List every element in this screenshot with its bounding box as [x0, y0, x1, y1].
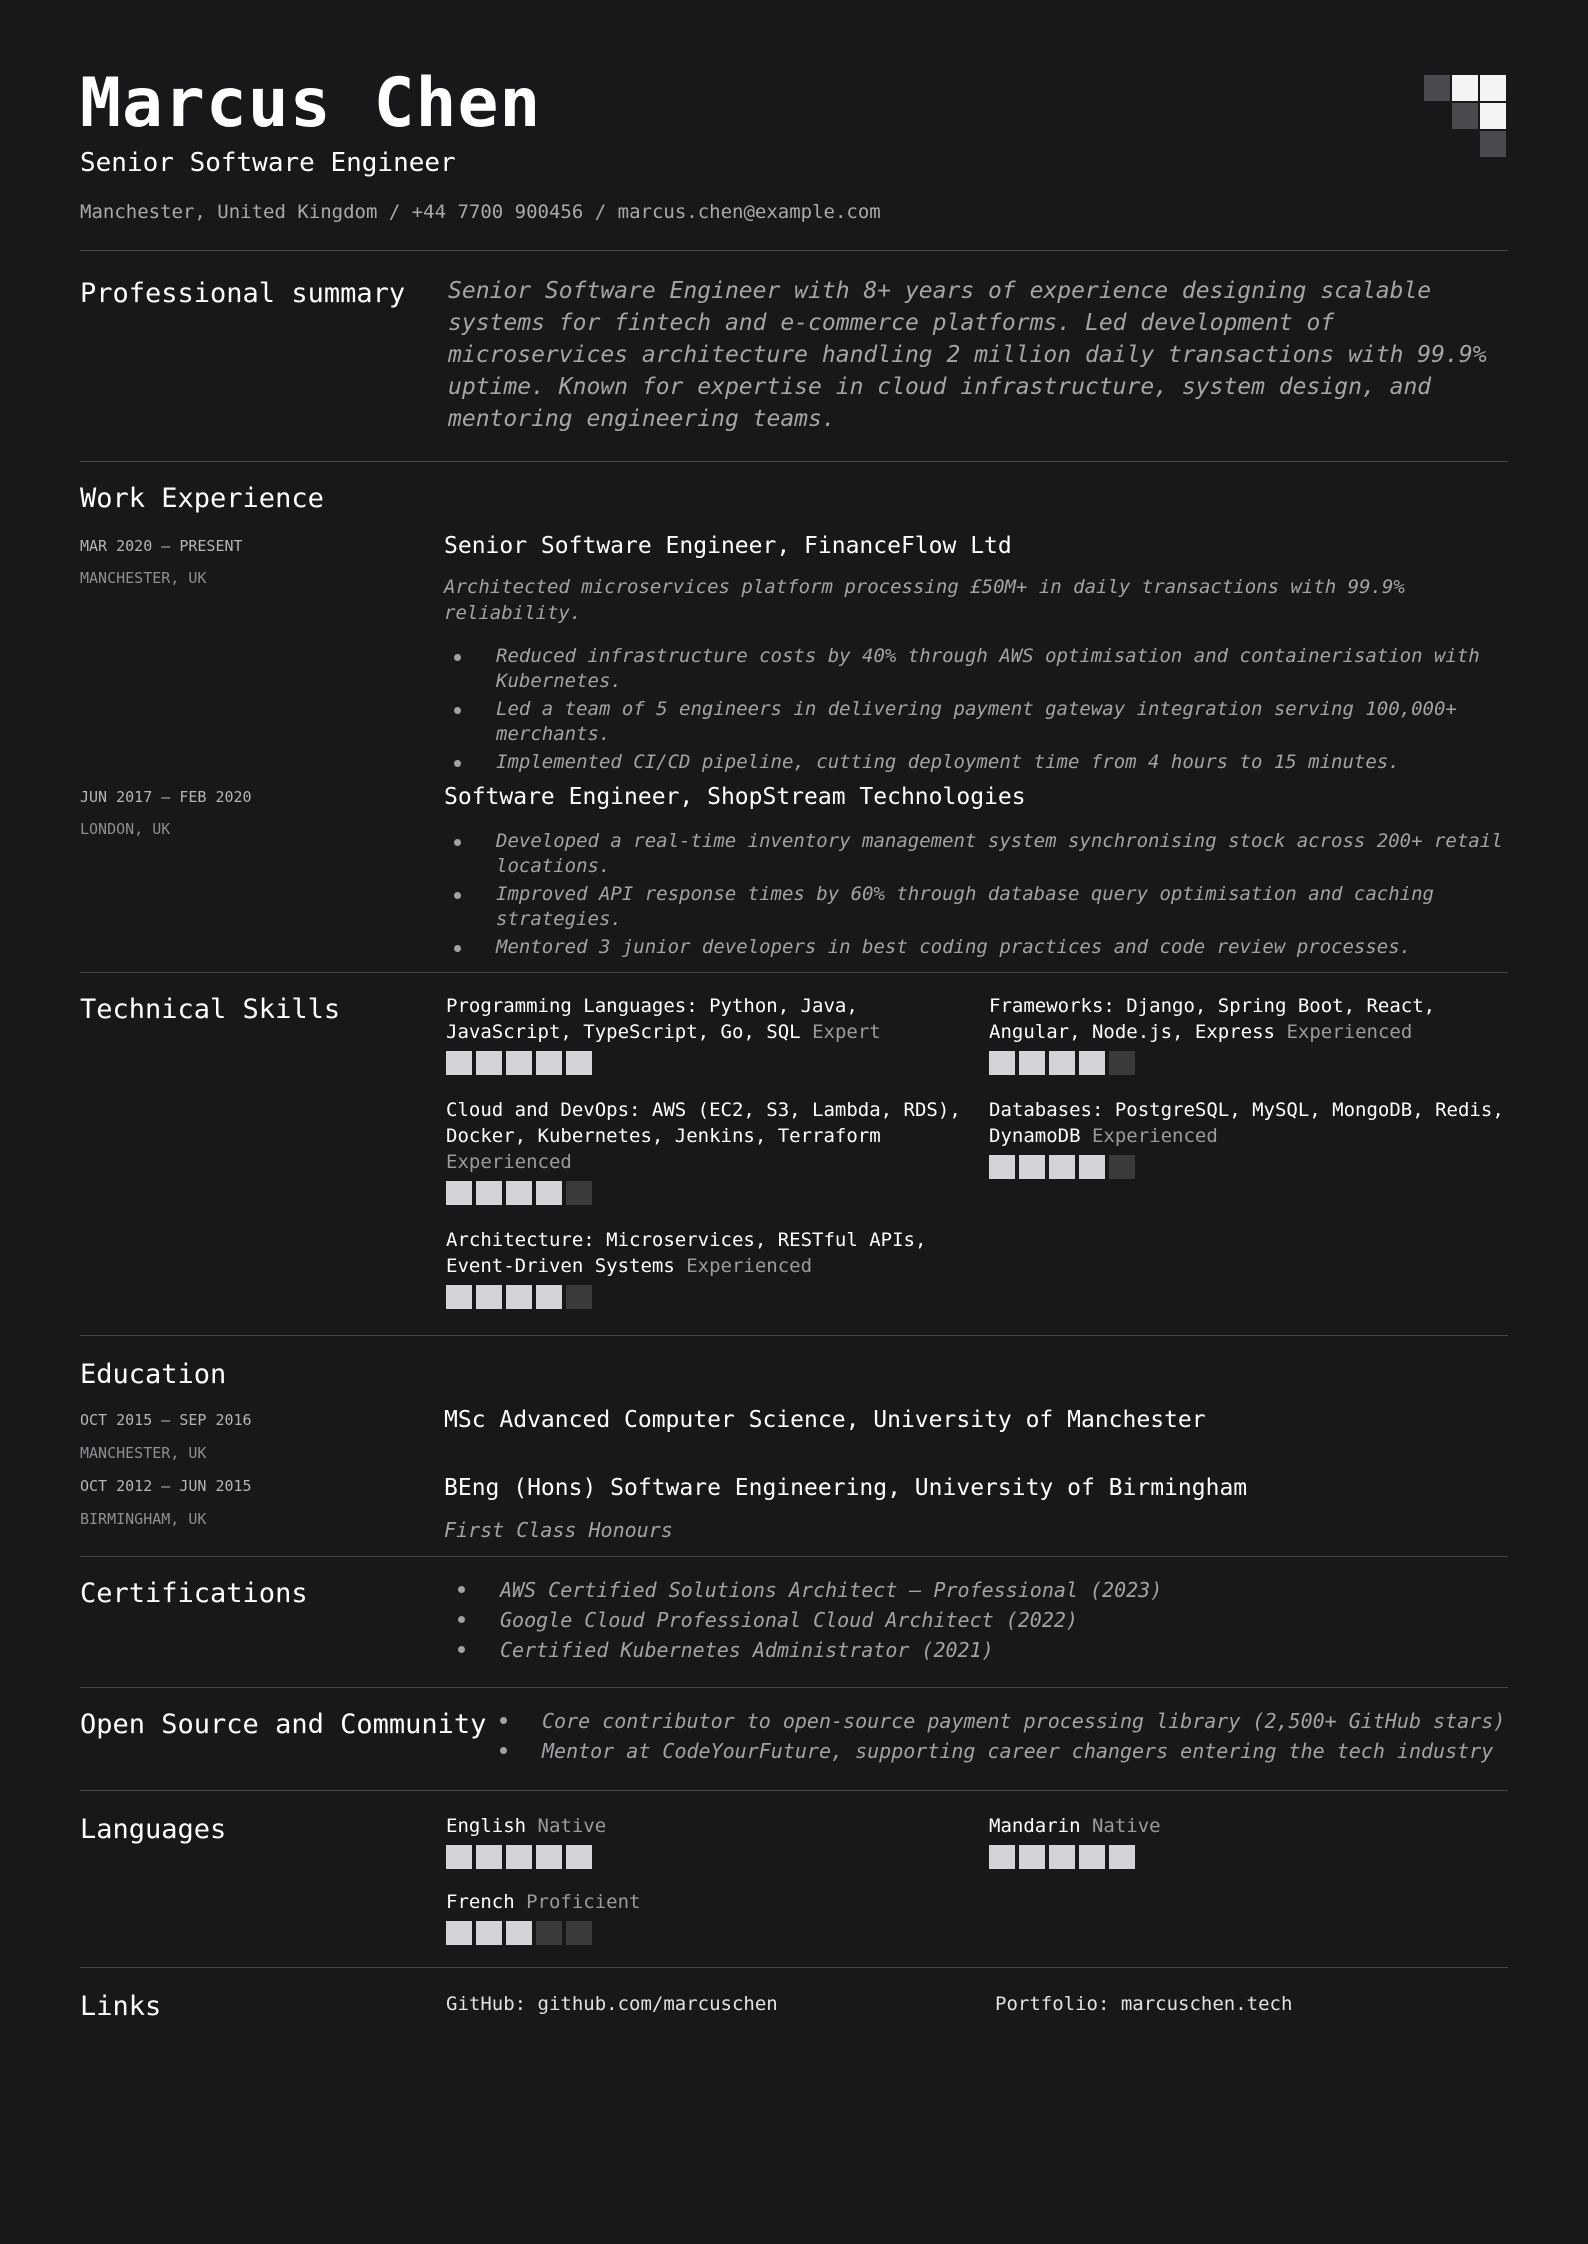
rating-square-filled: [476, 1285, 502, 1309]
rating-square-filled: [1019, 1845, 1045, 1869]
education-title: MSc Advanced Computer Science, University of Manchester: [444, 1407, 1206, 1433]
languages-section: [80, 1791, 1508, 1967]
rating-square-filled: [1079, 1845, 1105, 1869]
rating-square-filled: [1049, 1051, 1075, 1075]
education-meta: [80, 1470, 444, 1544]
rating-square-filled: [446, 1845, 472, 1869]
rating-square-empty: [1109, 1051, 1135, 1075]
skill-rating-bar: [446, 1181, 989, 1205]
work-section: [80, 462, 1508, 972]
skills-section: [80, 973, 1508, 1335]
list-item: AWS Certified Solutions Architect – Professional (2023): [446, 1575, 1508, 1605]
candidate-name: Marcus Chen: [80, 64, 542, 143]
community-section: [80, 1688, 1508, 1790]
rating-square-filled: [566, 1051, 592, 1075]
job-main: [444, 781, 1508, 960]
community-list: [488, 1706, 1508, 1766]
language-item: [989, 1813, 1532, 1869]
rating-square-filled: [989, 1051, 1015, 1075]
skill-name: Databases: PostgreSQL, MySQL, MongoDB, Redis, DynamoDB: [989, 1099, 1504, 1147]
job-meta: [80, 530, 444, 775]
rating-square-filled: [989, 1155, 1015, 1179]
education-meta: [80, 1404, 444, 1470]
job-location: MANCHESTER, UK: [80, 569, 207, 587]
languages-grid: [446, 1813, 1532, 1945]
job-entry: [80, 530, 1508, 775]
rating-square-filled: [476, 1051, 502, 1075]
pixel-logo-icon: [1424, 75, 1508, 159]
job-title: Software Engineer, ShopStream Technologies: [444, 784, 1026, 810]
rating-square-filled: [506, 1051, 532, 1075]
skill-rating-bar: [446, 1285, 989, 1309]
rating-square-filled: [1019, 1051, 1045, 1075]
rating-square-filled: [1079, 1051, 1105, 1075]
rating-square-filled: [506, 1921, 532, 1945]
skill-name: Cloud and DevOps: AWS (EC2, S3, Lambda, RDS), Docker, Kubernetes, Jenkins, Terraform: [446, 1099, 961, 1147]
skill-level: Experienced: [686, 1255, 813, 1277]
list-item: Core contributor to open-source payment processing library (2,500+ GitHub stars): [488, 1706, 1508, 1736]
skill-item: [446, 993, 989, 1075]
job-bullets: [444, 644, 1508, 775]
rating-square-filled: [476, 1845, 502, 1869]
skill-item: [446, 1227, 989, 1309]
skill-name: Frameworks: Django, Spring Boot, React, Angular, Node.js, Express: [989, 995, 1436, 1043]
rating-square-filled: [446, 1921, 472, 1945]
rating-square-empty: [566, 1181, 592, 1205]
language-item: [446, 1889, 989, 1945]
skill-name: Programming Languages: Python, Java, JavaScript, TypeScript, Go, SQL: [446, 995, 858, 1043]
skills-grid-wrap: [446, 993, 1532, 1309]
list-item: Certified Kubernetes Administrator (2021): [446, 1635, 1508, 1665]
language-name: English: [446, 1815, 527, 1837]
rating-square-filled: [446, 1285, 472, 1309]
rating-square-filled: [1019, 1155, 1045, 1179]
rating-square-filled: [476, 1921, 502, 1945]
job-main: [444, 530, 1508, 775]
summary-section: [80, 251, 1508, 461]
summary-text: Senior Software Engineer with 8+ years of experience designing scalable systems for fintech and e-commerce platforms. Led development of microservices architecture handling 2 million daily transactions with 99.9% uptime. Known for expertise in cloud infrastructure, system design, and mentoring engineering teams.: [448, 278, 1487, 432]
section-heading: Professional summary: [80, 278, 406, 309]
certifications-body: [446, 1575, 1508, 1665]
rating-square-filled: [506, 1181, 532, 1205]
rating-square-filled: [536, 1051, 562, 1075]
rating-square-filled: [506, 1285, 532, 1309]
list-item: Mentor at CodeYourFuture, supporting career changers entering the tech industry: [488, 1736, 1508, 1766]
job-bullets: [444, 829, 1508, 960]
rating-square-empty: [566, 1921, 592, 1945]
skill-rating-bar: [989, 1051, 1532, 1075]
skill-rating-bar: [446, 1051, 989, 1075]
language-level: Native: [1091, 1815, 1161, 1837]
job-meta: [80, 781, 444, 960]
rating-square-empty: [1109, 1155, 1135, 1179]
skill-level: Expert: [812, 1021, 881, 1043]
list-item: Led a team of 5 engineers in delivering payment gateway integration serving 100,000+ merchants.: [444, 697, 1508, 747]
language-level: Proficient: [526, 1891, 641, 1913]
rating-square-empty: [536, 1921, 562, 1945]
certifications-section: [80, 1557, 1508, 1687]
language-name: French: [446, 1891, 515, 1913]
links-section: [80, 1968, 1508, 2024]
education-location: MANCHESTER, UK: [80, 1444, 207, 1462]
community-body: [488, 1706, 1508, 1766]
skill-rating-bar: [989, 1155, 1532, 1179]
skill-item: [989, 1097, 1532, 1205]
language-name: Mandarin: [989, 1815, 1081, 1837]
certifications-list: [446, 1575, 1508, 1665]
list-item: Improved API response times by 60% through database query optimisation and caching strategies.: [444, 882, 1508, 932]
section-heading: Open Source and Community: [80, 1709, 487, 1740]
skill-name: Architecture: Microservices, RESTful APIs, Event-Driven Systems: [446, 1229, 927, 1277]
skill-level: Experienced: [1286, 1021, 1413, 1043]
section-heading: Languages: [80, 1814, 227, 1845]
section-heading: Education: [80, 1359, 227, 1390]
contact-line: Manchester, United Kingdom / +44 7700 900456 / marcus.chen@example.com: [80, 201, 881, 223]
job-location: LONDON, UK: [80, 820, 171, 838]
section-heading: Certifications: [80, 1578, 308, 1609]
education-entry: [80, 1470, 1508, 1544]
education-list: [80, 1404, 1508, 1544]
job-dates: JUN 2017 – FEB 2020: [80, 788, 252, 806]
education-location: BIRMINGHAM, UK: [80, 1510, 207, 1528]
rating-square-empty: [566, 1285, 592, 1309]
education-title: BEng (Hons) Software Engineering, University of Birmingham: [444, 1475, 1248, 1501]
rating-square-filled: [476, 1181, 502, 1205]
skill-level: Experienced: [446, 1151, 572, 1173]
job-entry: [80, 781, 1508, 972]
candidate-title: Senior Software Engineer: [80, 148, 456, 178]
section-heading: Links: [80, 1991, 162, 2022]
job-description: Architected microservices platform processing £50M+ in daily transactions with 99.9% reliability.: [444, 576, 1405, 624]
github-link[interactable]: GitHub: github.com/marcuschen: [446, 1993, 778, 2015]
skill-level: Experienced: [1091, 1125, 1218, 1147]
rating-square-filled: [1109, 1845, 1135, 1869]
education-main: [444, 1470, 1508, 1544]
section-heading: Work Experience: [80, 483, 324, 514]
list-item: Google Cloud Professional Cloud Architect (2022): [446, 1605, 1508, 1635]
rating-square-filled: [566, 1845, 592, 1869]
education-section: [80, 1336, 1508, 1556]
skill-item: [989, 993, 1532, 1075]
rating-square-filled: [536, 1845, 562, 1869]
rating-square-filled: [506, 1845, 532, 1869]
languages-body: [446, 1813, 1532, 1945]
rating-square-filled: [989, 1845, 1015, 1869]
language-level: Native: [537, 1815, 607, 1837]
skills-grid: [446, 993, 1532, 1309]
rating-square-filled: [1049, 1845, 1075, 1869]
language-item: [446, 1813, 989, 1869]
rating-square-filled: [446, 1181, 472, 1205]
education-dates: OCT 2012 – JUN 2015: [80, 1477, 252, 1495]
education-note: First Class Honours: [444, 1518, 673, 1542]
education-main: [444, 1404, 1508, 1470]
resume-header: [80, 0, 1508, 226]
rating-square-filled: [1049, 1155, 1075, 1179]
job-title: Senior Software Engineer, FinanceFlow Ltd: [444, 533, 1012, 559]
language-rating-bar: [989, 1845, 1532, 1869]
skill-item: [446, 1097, 989, 1205]
rating-square-filled: [1079, 1155, 1105, 1179]
list-item: Mentored 3 junior developers in best coding practices and code review processes.: [444, 935, 1508, 960]
section-heading: Technical Skills: [80, 994, 341, 1025]
portfolio-link[interactable]: Portfolio: marcuschen.tech: [995, 1993, 1293, 2015]
education-dates: OCT 2015 – SEP 2016: [80, 1411, 252, 1429]
links-body: [446, 1990, 1508, 2024]
list-item: Implemented CI/CD pipeline, cutting deployment time from 4 hours to 15 minutes.: [444, 750, 1508, 775]
language-rating-bar: [446, 1921, 989, 1945]
language-rating-bar: [446, 1845, 989, 1869]
education-entry: [80, 1404, 1508, 1470]
rating-square-filled: [536, 1181, 562, 1205]
list-item: Reduced infrastructure costs by 40% through AWS optimisation and containerisation with Kubernetes.: [444, 644, 1508, 694]
rating-square-filled: [536, 1285, 562, 1309]
rating-square-filled: [446, 1051, 472, 1075]
list-item: Developed a real-time inventory management system synchronising stock across 200+ retail locations.: [444, 829, 1508, 879]
job-dates: MAR 2020 – PRESENT: [80, 537, 243, 555]
